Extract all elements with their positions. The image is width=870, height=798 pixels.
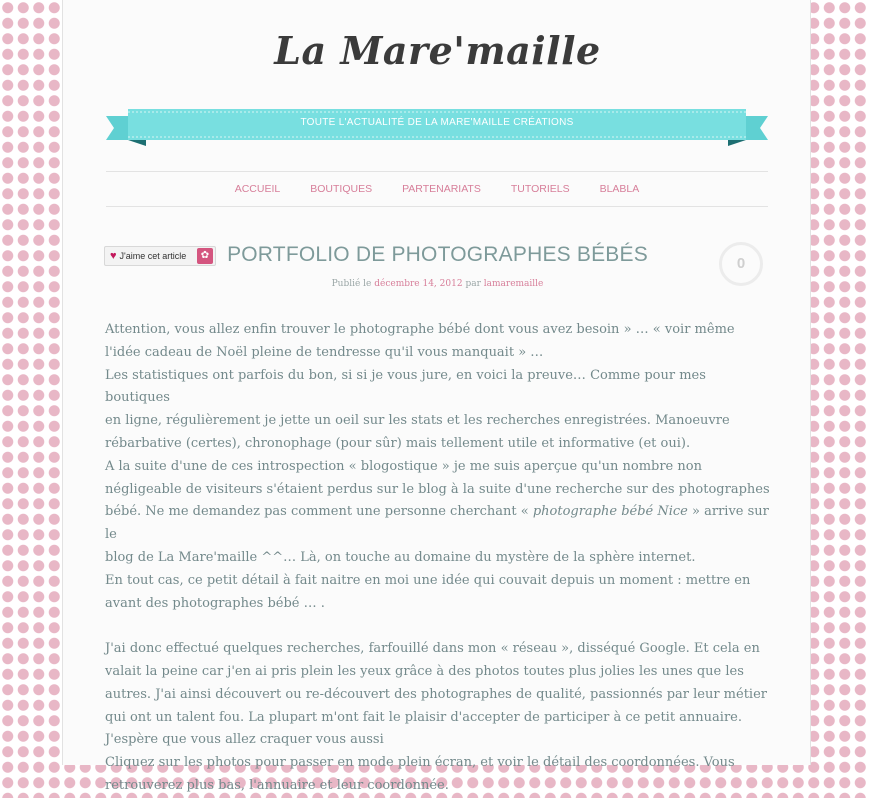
post-title[interactable]: PORTFOLIO DE PHOTOGRAPHES BÉBÉS xyxy=(227,243,648,266)
content-line: valait la peine car j'en ai pris plein les yeux grâce à des photos toutes plus jolies les unes que les xyxy=(105,663,744,679)
post-date-link[interactable]: décembre 14, 2012 xyxy=(374,279,463,289)
content-line: rébarbative (certes), chronophage (pour sûr) mais tellement utile et informative (et oui). xyxy=(105,435,691,451)
content-line: A la suite d'une de ces introspection « blogostique » je me suis aperçue qu'un nombre non xyxy=(105,458,702,474)
meta-by: par xyxy=(465,279,481,289)
content-line: l'idée cadeau de Noël pleine de tendresse qu'il vous manquait » … xyxy=(105,344,544,360)
content-fragment: bébé. Ne me demandez pas comment une personne cherchant « xyxy=(105,504,529,520)
post-meta xyxy=(63,279,812,289)
content-line xyxy=(105,501,773,547)
search-query-text: photographe bébé Nice xyxy=(532,504,688,520)
content-line: J'ai donc effectué quelques recherches, farfouillé dans mon « réseau », disséqué Google. Et cela en xyxy=(105,641,760,657)
nav-item-accueil[interactable]: ACCUEIL xyxy=(234,183,281,195)
nav-item-blabla[interactable]: BLABLA xyxy=(599,183,640,195)
flower-icon: ✿ xyxy=(197,248,213,264)
nav-item-partenariats[interactable]: PARTENARIATS xyxy=(402,183,481,195)
content-line: en ligne, régulièrement je jette un oeil sur les stats et les recherches enregistrées. Manoeuvre xyxy=(105,413,730,429)
nav-item-boutiques[interactable]: BOUTIQUES xyxy=(310,183,373,195)
content-line: Attention, vous allez enfin trouver le photographe bébé dont vous avez besoin » … « voir même xyxy=(105,322,735,337)
post-content xyxy=(105,319,773,798)
meta-prefix: Publié le xyxy=(331,279,372,289)
content-line: Les statistiques ont parfois du bon, si si je vous jure, en voici la preuve… Comme pour mes boutiques xyxy=(105,367,706,406)
main-nav xyxy=(106,171,768,207)
heart-icon: ♥ xyxy=(110,250,117,262)
content-line: avant des photographes bébé … . xyxy=(105,595,325,611)
content-line: J'espère que vous allez craquer vous aussi xyxy=(105,732,384,748)
comment-count[interactable]: 0 xyxy=(719,242,763,286)
content-line: En tout cas, ce petit détail à fait naitre en moi une idée qui couvait depuis un moment : mettre en xyxy=(105,572,751,588)
page-container xyxy=(62,0,811,793)
content-line: négligeable de visiteurs s'étaient perdus sur le blog à la suite d'une recherche sur des photographes xyxy=(105,481,770,497)
nav-item-tutoriels[interactable]: TUTORIELS xyxy=(510,183,570,195)
site-title[interactable]: La Mare'maille xyxy=(274,28,601,73)
content-line: retrouverez plus bas, l'annuaire et leur coordonnée. xyxy=(105,777,449,793)
content-line: Cliquez sur les photos pour passer en mode plein écran, et voir le détail des coordonnées. Vous xyxy=(105,755,735,771)
site-tagline: TOUTE L'ACTUALITÉ DE LA MARE'MAILLE CRÉATIONS xyxy=(300,117,574,128)
author-link[interactable]: lamaremaille xyxy=(483,279,544,289)
content-line: qui ont un talent fou. La plupart m'ont fait le plaisir d'accepter de participer à ce petit annuaire. xyxy=(105,709,742,725)
content-line: blog de La Mare'maille ^^… Là, on touche au domaine du mystère de la sphère internet. xyxy=(105,549,696,565)
like-label: J'aime cet article xyxy=(119,251,187,261)
tagline-ribbon xyxy=(106,106,768,148)
content-line: autres. J'ai ainsi découvert ou re-découvert des photographes de qualité, passionnés par leur métier xyxy=(105,686,767,702)
content-fragment: » arrive sur le xyxy=(105,504,769,543)
